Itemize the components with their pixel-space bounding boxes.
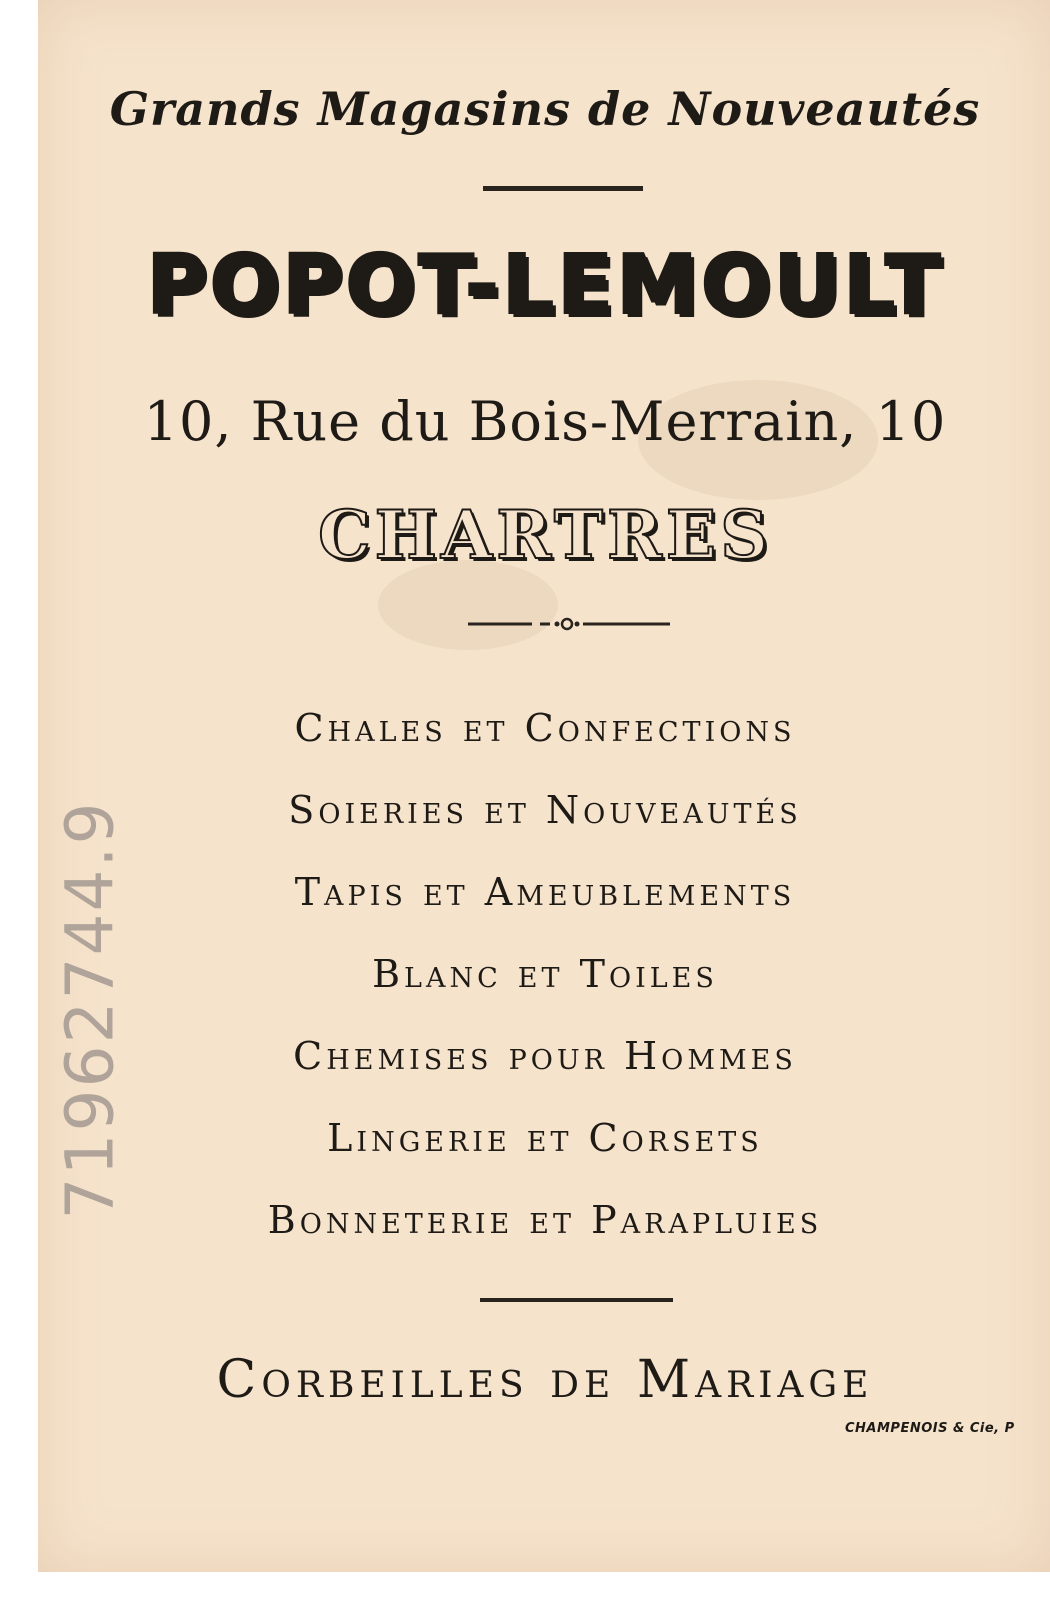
service-line: Chales et Confections — [294, 706, 796, 750]
printer-credit: CHAMPENOIS & Cie, P — [845, 1421, 1015, 1436]
divider-top — [483, 186, 643, 191]
service-line: Tapis et Ameublements — [294, 870, 796, 914]
service-line: Lingerie et Corsets — [327, 1116, 763, 1160]
archive-number-pencil: 71962744.9 — [51, 800, 129, 1220]
divider-bottom — [480, 1298, 673, 1302]
footer-tagline: Corbeilles de Mariage — [216, 1350, 874, 1410]
ornament-divider — [466, 614, 672, 634]
store-city: CHARTRES — [318, 496, 772, 574]
service-line: Soieries et Nouveautés — [288, 788, 802, 832]
service-line: Blanc et Toiles — [372, 952, 718, 996]
shop-heading: Grands Magasins de Nouveautés — [109, 82, 981, 136]
service-line: Bonneterie et Parapluies — [267, 1198, 823, 1242]
service-line: Chemises pour Hommes — [293, 1034, 797, 1078]
trade-card — [38, 0, 1050, 1572]
store-address: 10, Rue du Bois-Merrain, 10 — [143, 390, 947, 453]
store-name: POPOT-LEMOULT — [146, 238, 944, 333]
